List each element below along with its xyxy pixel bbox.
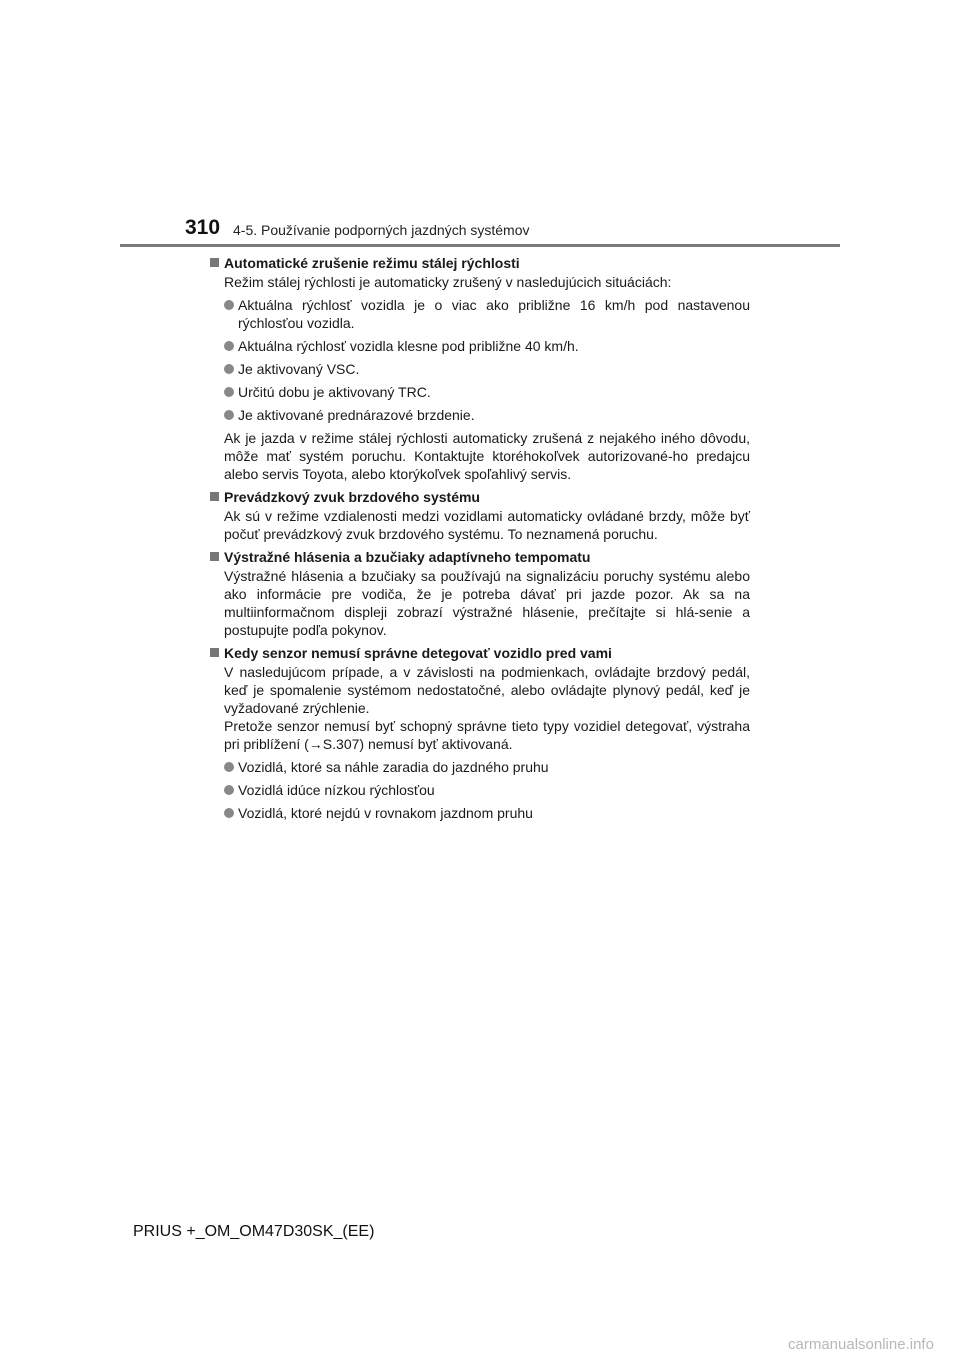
list-item: Je aktivované prednárazové brzdenie. (224, 406, 750, 424)
section-title: Výstražné hlásenia a bzučiaky adaptívneho tempomatu (210, 548, 750, 566)
section-text: Výstražné hlásenia a bzučiaky sa používajú na signalizáciu poruchy systému alebo ako informácie pre vodiča, že je potreba dávať pri jazde pozor. Ak sa na multiinformačnom displeji zobrazí výstražné hlásenie, prečítajte si hlá-senie a postupujte podľa pokynov. (224, 568, 750, 638)
section-text: Ak sú v režime vzdialenosti medzi vozidlami automaticky ovládané brzdy, môže byť počuť prevádzkový zvuk brzdového systému. To neznamená poruchu. (224, 508, 750, 542)
circle-bullet-icon (224, 364, 234, 374)
section-title: Prevádzkový zvuk brzdového systému (210, 488, 750, 506)
list-item: Je aktivovaný VSC. (224, 360, 750, 378)
chapter-title: 4-5. Používanie podporných jazdných systémov (233, 222, 530, 238)
section-warnings (210, 548, 750, 639)
list-item: Aktuálna rýchlosť vozidla je o viac ako približne 16 km/h pod nastavenou rýchlosťou vozidla. (224, 296, 750, 332)
section-brake-sound (210, 488, 750, 543)
circle-bullet-icon (224, 762, 234, 772)
circle-bullet-icon (224, 300, 234, 310)
header-rule (120, 244, 840, 247)
square-bullet-icon (210, 552, 219, 561)
circle-bullet-icon (224, 410, 234, 420)
list-item: Aktuálna rýchlosť vozidla klesne pod približne 40 km/h. (224, 337, 750, 355)
circle-bullet-icon (224, 387, 234, 397)
list-item: Vozidlá idúce nízkou rýchlosťou (224, 781, 750, 799)
section-title: Automatické zrušenie režimu stálej rýchlosti (210, 254, 750, 272)
square-bullet-icon (210, 648, 219, 657)
square-bullet-icon (210, 258, 219, 267)
section-sensor-detection (210, 644, 750, 822)
page-header (0, 0, 960, 250)
list-item: Vozidlá, ktoré sa náhle zaradia do jazdného pruhu (224, 758, 750, 776)
section-title: Kedy senzor nemusí správne detegovať vozidlo pred vami (210, 644, 750, 662)
watermark: carmanualsonline.info (788, 1336, 934, 1353)
section-auto-cancel (210, 254, 750, 483)
section-text: Pretože senzor nemusí byť schopný správne tieto typy vozidiel detegovať, výstraha pri priblížení (→S.307) nemusí byť aktivovaná. (224, 718, 750, 752)
circle-bullet-icon (224, 785, 234, 795)
page-number: 310 (185, 216, 221, 239)
list-item: Vozidlá, ktoré nejdú v rovnakom jazdnom pruhu (224, 804, 750, 822)
circle-bullet-icon (224, 341, 234, 351)
section-text: V nasledujúcom prípade, a v závislosti na podmienkach, ovládajte brzdový pedál, keď je spomalenie systémom nedostatočné, alebo ovládajte plynový pedál, keď je vyžadované zrýchlenie. (224, 664, 750, 716)
section-intro: Režim stálej rýchlosti je automaticky zrušený v nasledujúcich situáciách: (224, 274, 672, 290)
square-bullet-icon (210, 492, 219, 501)
section-outro: Ak je jazda v režime stálej rýchlosti automaticky zrušená z nejakého iného dôvodu, môže mať systém poruchu. Kontaktujte ktoréhokoľvek autorizované-ho predajcu alebo servis Toyota, alebo ktorýkoľvek spoľahlivý servis. (224, 430, 750, 482)
document-code: PRIUS +_OM_OM47D30SK_(EE) (133, 1223, 375, 1240)
list-item: Určitú dobu je aktivovaný TRC. (224, 383, 750, 401)
circle-bullet-icon (224, 808, 234, 818)
page-content (210, 254, 750, 827)
